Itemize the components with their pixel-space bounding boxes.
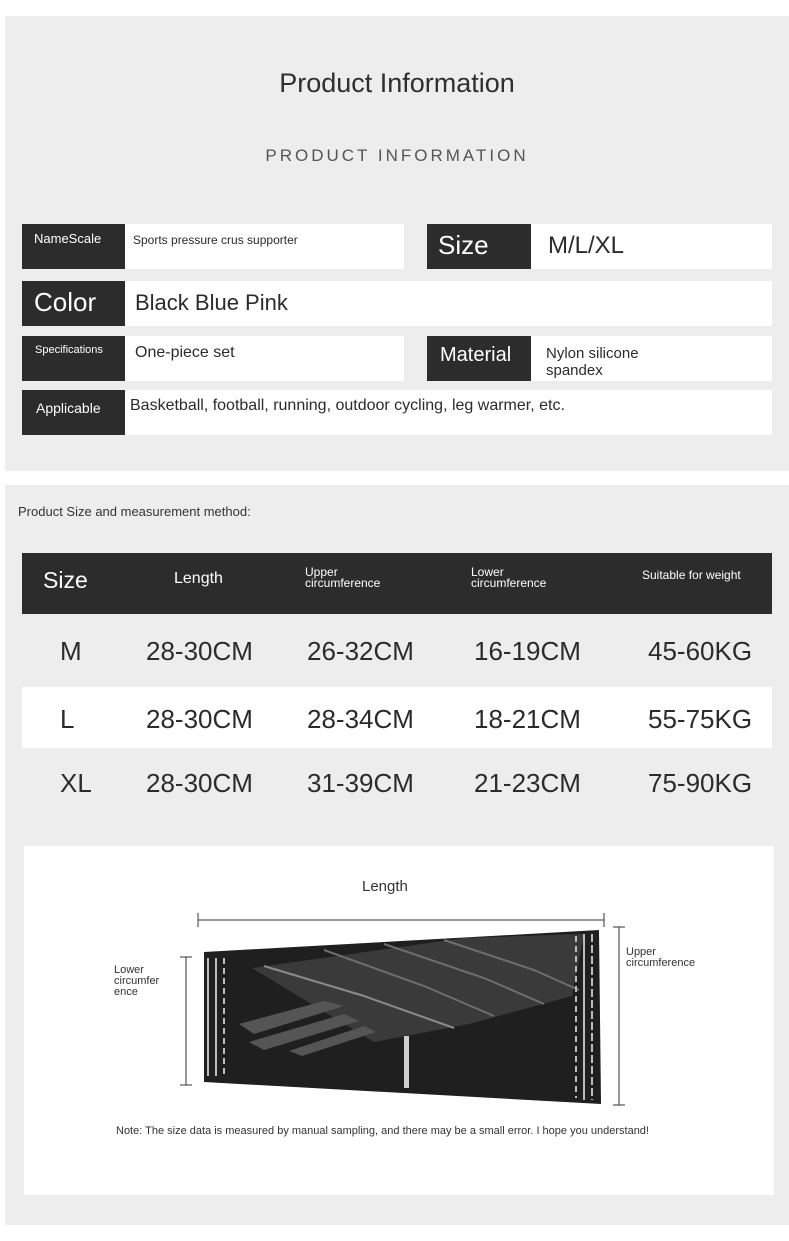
specifications-label: Specifications xyxy=(22,336,125,381)
material-label: Material xyxy=(427,336,531,381)
cell-upper: 26-32CM xyxy=(307,636,414,666)
diagram-length-label: Length xyxy=(362,878,408,895)
diagram-lower-label: Lower circumfer ence xyxy=(114,964,160,998)
cell-weight: 75-90KG xyxy=(648,768,753,798)
table-row xyxy=(22,751,772,812)
table-row xyxy=(22,619,772,680)
material-value xyxy=(531,336,772,381)
measurement-diagram xyxy=(24,846,774,1195)
cell-size: M xyxy=(60,636,82,666)
applicable-label: Applicable xyxy=(22,390,125,435)
header-length: Length xyxy=(174,570,223,587)
header-upper-circumference: Upper circumference xyxy=(305,565,381,590)
sleeve-seam xyxy=(404,1036,409,1088)
specifications-value: One-piece set xyxy=(125,336,404,381)
size-value: M/L/XL xyxy=(531,224,772,269)
applicable-value: Basketball, football, running, outdoor cycling, leg warmer, etc. xyxy=(125,390,772,435)
cell-size: XL xyxy=(60,768,92,798)
cell-length: 28-30CM xyxy=(146,636,253,666)
header-weight: Suitable for weight xyxy=(642,568,741,582)
name-label: NameScale xyxy=(22,224,125,269)
material-value-text: Nylon silicone spandex xyxy=(546,345,639,379)
cell-size: L xyxy=(60,704,75,734)
cell-weight: 55-75KG xyxy=(648,704,753,734)
diagram-note: Note: The size data is measured by manual sampling, and there may be a small error. I hope you understand! xyxy=(116,1125,649,1137)
diagram-upper-label: Upper circumference xyxy=(626,946,696,969)
cell-length: 28-30CM xyxy=(146,704,253,734)
header-size: Size xyxy=(43,567,88,593)
size-label: Size xyxy=(427,224,531,269)
cell-lower: 21-23CM xyxy=(474,768,581,798)
size-heading: Product Size and measurement method: xyxy=(18,504,251,519)
size-panel xyxy=(5,485,789,1225)
table-row xyxy=(22,687,772,748)
cell-lower: 16-19CM xyxy=(474,636,581,666)
name-value: Sports pressure crus supporter xyxy=(125,224,404,269)
header-lower-circumference: Lower circumference xyxy=(471,565,547,590)
sleeve-illustration xyxy=(24,846,774,1195)
size-table-header xyxy=(22,553,772,614)
cell-upper: 28-34CM xyxy=(307,704,414,734)
cell-length: 28-30CM xyxy=(146,768,253,798)
cell-lower: 18-21CM xyxy=(474,704,581,734)
page-subtitle: PRODUCT INFORMATION xyxy=(265,146,529,165)
cell-upper: 31-39CM xyxy=(307,768,414,798)
page-title: Product Information xyxy=(279,68,515,98)
color-label: Color xyxy=(22,281,125,326)
cell-weight: 45-60KG xyxy=(648,636,753,666)
product-info-panel xyxy=(5,16,789,471)
color-value: Black Blue Pink xyxy=(125,281,772,326)
